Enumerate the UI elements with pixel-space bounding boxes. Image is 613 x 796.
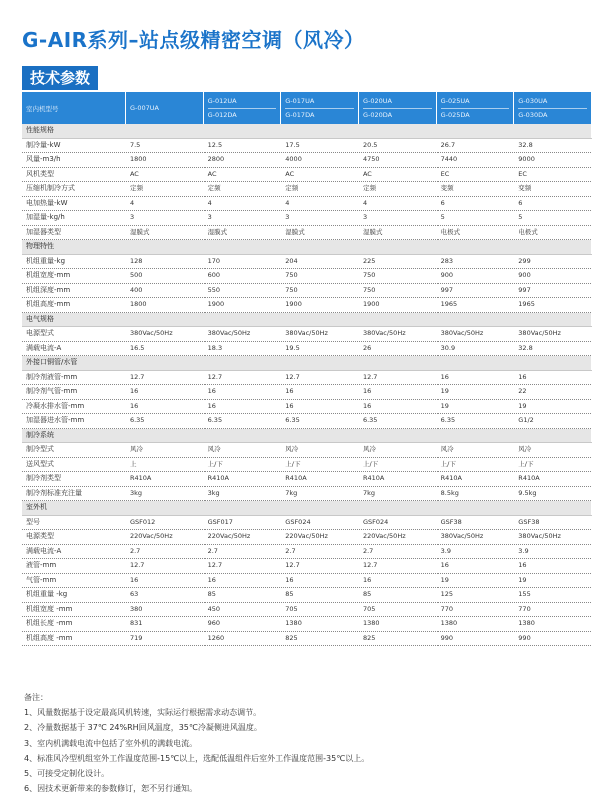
table-row [22,167,592,182]
table-cell: 5 [514,211,592,226]
table-row [22,559,592,574]
row-label: 满载电流-A [22,544,125,559]
table-cell: 变频 [514,182,592,197]
table-cell: 12.5 [203,138,281,153]
table-cell: 风冷 [436,443,514,458]
table-cell: 定频 [281,182,359,197]
table-cell: 5 [436,211,514,226]
table-group-row [22,356,592,371]
table-cell: 电极式 [436,225,514,240]
table-row [22,370,592,385]
table-cell: 825 [281,631,359,646]
table-cell: 19 [436,385,514,400]
table-cell: 16 [125,573,203,588]
table-cell: G1/2 [514,414,592,429]
table-cell: 380Vac/50Hz [514,327,592,342]
table-cell: 225 [358,254,436,269]
table-cell: 500 [125,269,203,284]
group-title: 制冷系统 [22,428,592,443]
table-row [22,225,592,240]
table-cell: 32.8 [514,341,592,356]
table-cell: 380Vac/50Hz [436,530,514,545]
table-cell: 204 [281,254,359,269]
table-cell: 26 [358,341,436,356]
table-cell: 3 [281,211,359,226]
table-cell: 16 [125,385,203,400]
model-header-line: G-025DA [440,110,470,119]
row-label: 气管-mm [22,573,125,588]
table-cell: 750 [281,269,359,284]
table-cell: 上 [125,457,203,472]
table-cell: 风冷 [203,443,281,458]
table-cell: 上/下 [358,457,436,472]
table-cell: 12.7 [281,370,359,385]
table-row [22,530,592,545]
group-title: 性能规格 [22,124,592,138]
row-label: 电源类型 [22,530,125,545]
table-row [22,515,592,530]
notes-heading: 备注： [24,693,48,702]
table-row [22,269,592,284]
model-header-line: G-020DA [362,110,393,119]
table-cell: 960 [203,617,281,632]
table-cell: 9000 [514,153,592,168]
model-header [358,92,436,124]
table-cell: 26.7 [436,138,514,153]
table-cell: 4 [125,196,203,211]
group-title: 外接口铜管/水管 [22,356,592,371]
table-cell: 17.5 [281,138,359,153]
table-cell: 220Vac/50Hz [125,530,203,545]
model-header-line: G-025UA [441,95,510,109]
table-cell: 750 [358,283,436,298]
table-cell: R410A [514,472,592,487]
row-label: 机组宽度-mm [22,269,125,284]
table-cell: 299 [514,254,592,269]
table-cell: GSF024 [358,515,436,530]
row-label: 机组重量 -kg [22,588,125,603]
table-cell: 18.3 [203,341,281,356]
table-cell: AC [125,167,203,182]
table-cell: 12.7 [358,370,436,385]
table-cell: 770 [436,602,514,617]
table-cell: 6.35 [125,414,203,429]
table-cell: 12.7 [125,370,203,385]
table-cell: 19 [436,399,514,414]
table-cell: 定频 [125,182,203,197]
table-cell: 400 [125,283,203,298]
table-cell: 550 [203,283,281,298]
table-row [22,617,592,632]
table-cell: 32.8 [514,138,592,153]
table-group-row [22,124,592,138]
spec-table-container [22,92,592,646]
header-label: 室内机型号 [22,92,125,124]
group-title: 电气规格 [22,312,592,327]
table-cell: 4 [281,196,359,211]
table-cell: 定频 [358,182,436,197]
model-header-line: G-017UA [285,95,354,109]
model-header [514,92,592,124]
table-cell: 16 [203,385,281,400]
table-cell: 750 [358,269,436,284]
table-cell: R410A [358,472,436,487]
table-cell: 1965 [514,298,592,313]
table-cell: 上/下 [436,457,514,472]
row-label: 满载电流-A [22,341,125,356]
table-cell: 7.5 [125,138,203,153]
table-cell: 2800 [203,153,281,168]
table-cell: GSF38 [436,515,514,530]
model-header-line: G-007UA [129,104,159,112]
table-cell: 220Vac/50Hz [358,530,436,545]
table-row [22,443,592,458]
table-cell: 2.7 [358,544,436,559]
model-header [125,92,203,124]
table-cell: 16 [436,370,514,385]
table-cell: 705 [281,602,359,617]
row-label: 机组宽度 -mm [22,602,125,617]
table-cell: 16 [281,385,359,400]
table-cell: 750 [281,283,359,298]
table-cell: 705 [358,602,436,617]
note-item: 4、标准风冷型机组室外工作温度范围-15℃以上，选配低温组件后室外工作温度范围-35℃以上。 [24,753,370,763]
table-cell: 16 [281,399,359,414]
row-label: 制冷剂类型 [22,472,125,487]
table-cell: 22 [514,385,592,400]
spec-table-body [22,124,592,646]
table-cell: 2.7 [125,544,203,559]
table-group-row [22,312,592,327]
note-item: 3、室内机满载电流中包括了室外机的满载电流。 [24,738,198,748]
table-cell: 湿膜式 [203,225,281,240]
note-item: 5、可接受定制化设计。 [24,769,110,779]
table-cell: 7kg [358,486,436,501]
table-row [22,385,592,400]
table-cell: 4 [203,196,281,211]
table-row [22,254,592,269]
table-cell: 16 [281,573,359,588]
row-label: 加湿量-kg/h [22,211,125,226]
notes [24,690,369,796]
table-cell: 380Vac/50Hz [281,327,359,342]
table-cell: 63 [125,588,203,603]
group-title: 物理特性 [22,240,592,255]
table-cell: 600 [203,269,281,284]
table-cell: 450 [203,602,281,617]
table-cell: 128 [125,254,203,269]
table-cell: 6 [436,196,514,211]
table-cell: 12.7 [125,559,203,574]
table-row [22,602,592,617]
row-label: 液管-mm [22,559,125,574]
model-header-line: G-012UA [208,95,277,109]
row-label: 制冷剂气管-mm [22,385,125,400]
table-cell: 上/下 [281,457,359,472]
row-label: 制冷型式 [22,443,125,458]
table-cell: AC [203,167,281,182]
table-cell: 1260 [203,631,281,646]
table-cell: R410A [203,472,281,487]
row-label: 机组长度 -mm [22,617,125,632]
table-cell: AC [358,167,436,182]
table-cell: 7440 [436,153,514,168]
table-cell: 990 [436,631,514,646]
table-cell: GSF024 [281,515,359,530]
table-cell: 电极式 [514,225,592,240]
row-label: 冷凝水排水管-mm [22,399,125,414]
table-cell: 170 [203,254,281,269]
table-row [22,283,592,298]
table-cell: 3 [203,211,281,226]
table-cell: 19 [436,573,514,588]
table-cell: 风冷 [125,443,203,458]
note-item: 6、因技术更新带来的参数修订，恕不另行通知。 [24,784,198,794]
table-cell: 990 [514,631,592,646]
table-cell: 16 [514,370,592,385]
table-cell: 4000 [281,153,359,168]
table-cell: 3kg [125,486,203,501]
table-cell: 1900 [281,298,359,313]
table-row [22,399,592,414]
table-cell: 6.35 [436,414,514,429]
table-cell: 1900 [203,298,281,313]
row-label: 电加热量-kW [22,196,125,211]
row-label: 送风型式 [22,457,125,472]
table-group-row [22,240,592,255]
table-row [22,457,592,472]
table-cell: 7kg [281,486,359,501]
table-cell: 风冷 [514,443,592,458]
table-row [22,544,592,559]
table-cell: 825 [358,631,436,646]
model-header [436,92,514,124]
table-cell: 3.9 [436,544,514,559]
table-row [22,573,592,588]
table-cell: GSF012 [125,515,203,530]
section-badge: 技术参数 [22,66,98,90]
note-item: 2、冷量数据基于 37℃ 24%RH回风温度，35℃冷凝侧进风温度。 [24,723,262,733]
model-header [203,92,281,124]
table-cell: GSF017 [203,515,281,530]
table-cell: R410A [436,472,514,487]
table-row [22,414,592,429]
model-header-line: G-030UA [518,95,587,109]
table-cell: EC [514,167,592,182]
table-cell: 831 [125,617,203,632]
table-cell: 12.7 [358,559,436,574]
table-cell: 380Vac/50Hz [203,327,281,342]
table-cell: 770 [514,602,592,617]
row-label: 制冷剂标准充注量 [22,486,125,501]
table-cell: 湿膜式 [358,225,436,240]
table-cell: R410A [125,472,203,487]
table-cell: 997 [436,283,514,298]
table-header-row [22,92,592,124]
table-cell: 1800 [125,298,203,313]
table-cell: 定频 [203,182,281,197]
table-cell: 380Vac/50Hz [125,327,203,342]
table-row [22,327,592,342]
table-cell: 380Vac/50Hz [514,530,592,545]
table-cell: 85 [281,588,359,603]
table-cell: 30.9 [436,341,514,356]
table-cell: 16 [358,385,436,400]
row-label: 风量-m3/h [22,153,125,168]
table-cell: 900 [514,269,592,284]
row-label: 型号 [22,515,125,530]
table-cell: 85 [358,588,436,603]
table-cell: 12.7 [203,559,281,574]
table-cell: 380Vac/50Hz [358,327,436,342]
row-label: 机组高度-mm [22,298,125,313]
table-cell: 上/下 [203,457,281,472]
table-cell: 16 [514,559,592,574]
spec-table [22,92,592,646]
table-row [22,182,592,197]
model-header-line: G-012DA [207,110,237,119]
table-row [22,153,592,168]
table-cell: 3 [125,211,203,226]
table-cell: 19 [514,399,592,414]
table-cell: 12.7 [281,559,359,574]
row-label: 机组重量-kg [22,254,125,269]
table-cell: 900 [436,269,514,284]
table-cell: 变频 [436,182,514,197]
table-cell: 6.35 [358,414,436,429]
row-label: 机组深度-mm [22,283,125,298]
table-cell: 风冷 [281,443,359,458]
table-cell: 2.7 [281,544,359,559]
table-cell: 1800 [125,153,203,168]
table-cell: 1900 [358,298,436,313]
table-cell: 85 [203,588,281,603]
table-cell: 湿膜式 [281,225,359,240]
table-cell: 155 [514,588,592,603]
table-cell: 19.5 [281,341,359,356]
table-cell: 20.5 [358,138,436,153]
table-cell: 16 [358,399,436,414]
table-cell: 3kg [203,486,281,501]
table-group-row [22,428,592,443]
model-header-line: G-017DA [285,110,315,119]
table-cell: 125 [436,588,514,603]
model-header-line: G-030DA [518,110,548,119]
table-cell: 上/下 [514,457,592,472]
table-cell: 19 [514,573,592,588]
table-cell: 3.9 [514,544,592,559]
table-cell: 12.7 [203,370,281,385]
table-cell: 16 [436,559,514,574]
group-title: 室外机 [22,501,592,516]
row-label: 加湿器进水管-mm [22,414,125,429]
table-cell: 6 [514,196,592,211]
row-label: 制冷剂液管-mm [22,370,125,385]
table-cell: 1380 [436,617,514,632]
table-row [22,211,592,226]
table-row [22,138,592,153]
page-title: G-AIR系列–站点级精密空调（风冷） [22,28,365,52]
table-cell: AC [281,167,359,182]
table-row [22,196,592,211]
table-row [22,486,592,501]
table-cell: EC [436,167,514,182]
table-cell: 220Vac/50Hz [203,530,281,545]
table-cell: 4750 [358,153,436,168]
table-cell: 719 [125,631,203,646]
table-cell: 1380 [281,617,359,632]
table-cell: 湿膜式 [125,225,203,240]
table-cell: 16 [358,573,436,588]
table-cell: 2.7 [203,544,281,559]
table-cell: 16 [203,399,281,414]
row-label: 加湿器类型 [22,225,125,240]
note-item: 1、风量数据基于设定最高风机转速，实际运行根据需求动态调节。 [24,708,262,718]
table-cell: 9.5kg [514,486,592,501]
row-label: 机组高度 -mm [22,631,125,646]
row-label: 压缩机制冷方式 [22,182,125,197]
table-row [22,298,592,313]
table-row [22,588,592,603]
table-cell: 997 [514,283,592,298]
table-row [22,472,592,487]
model-header [281,92,359,124]
table-cell: 1965 [436,298,514,313]
model-header-line: G-020UA [363,95,432,109]
row-label: 制冷量-kW [22,138,125,153]
row-label: 电源型式 [22,327,125,342]
table-cell: 4 [358,196,436,211]
table-cell: GSF38 [514,515,592,530]
table-cell: 6.35 [281,414,359,429]
table-cell: 6.35 [203,414,281,429]
table-cell: R410A [281,472,359,487]
table-cell: 380Vac/50Hz [436,327,514,342]
table-cell: 283 [436,254,514,269]
table-cell: 8.5kg [436,486,514,501]
table-row [22,341,592,356]
table-group-row [22,501,592,516]
table-cell: 220Vac/50Hz [281,530,359,545]
table-cell: 16.5 [125,341,203,356]
table-row [22,631,592,646]
table-cell: 380 [125,602,203,617]
table-cell: 16 [125,399,203,414]
table-cell: 1380 [358,617,436,632]
row-label: 风机类型 [22,167,125,182]
table-cell: 风冷 [358,443,436,458]
table-cell: 16 [203,573,281,588]
table-cell: 3 [358,211,436,226]
table-cell: 1380 [514,617,592,632]
